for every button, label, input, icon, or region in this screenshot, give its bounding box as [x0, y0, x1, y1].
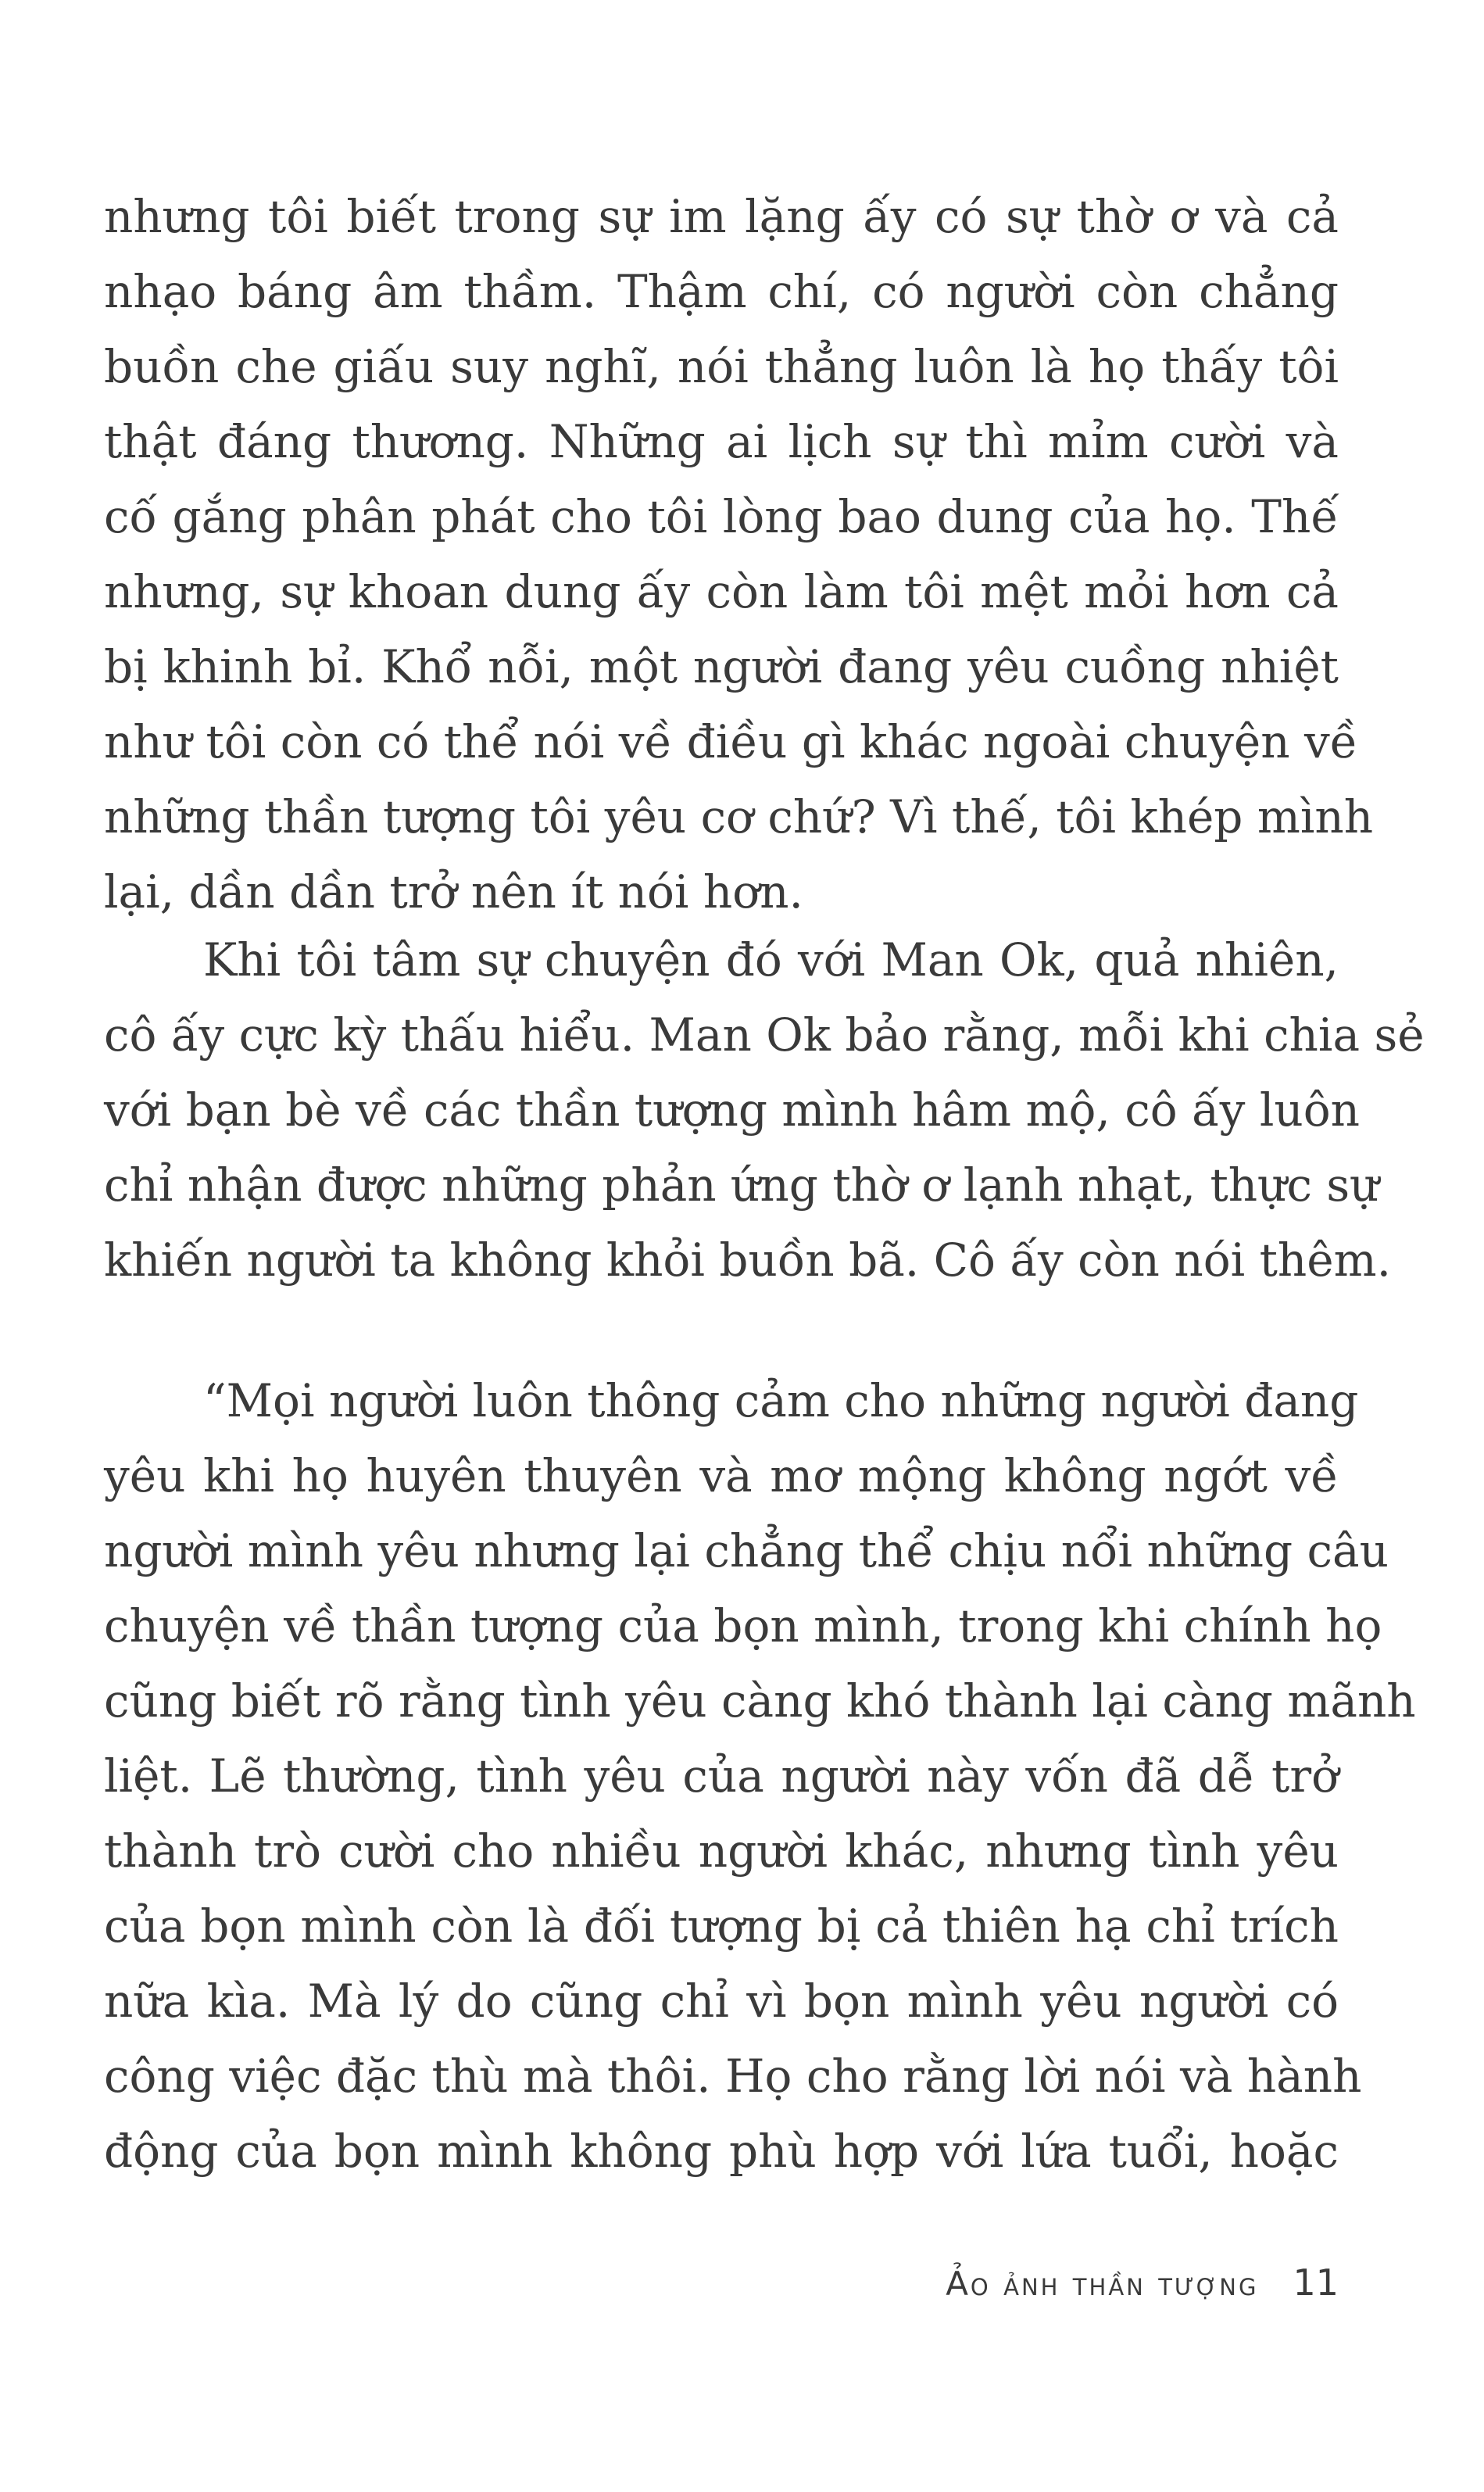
text-line: Khi tôi tâm sự chuyện đó với Man Ok, quả nhiên, [203, 933, 1339, 986]
text-line: nhưng tôi biết trong sự im lặng ấy có sự thờ ơ và cả [104, 190, 1339, 243]
paragraph-2 [104, 922, 1425, 1298]
text-line: nhạo báng âm thầm. Thậm chí, có người còn chẳng [104, 265, 1339, 318]
text-line: lại, dần dần trở nên ít nói hơn. [104, 865, 803, 918]
page-number: 11 [1293, 2261, 1339, 2304]
text-line: với bạn bè về các thần tượng mình hâm mộ, cô ấy luôn [104, 1083, 1361, 1137]
text-line: bị khinh bỉ. Khổ nỗi, một người đang yêu cuồng nhiệt [104, 640, 1339, 693]
text-line: cố gắng phân phát cho tôi lòng bao dung của họ. Thế [104, 490, 1339, 543]
text-line: của bọn mình còn là đối tượng bị cả thiên hạ chỉ trích [104, 1899, 1339, 1953]
text-line: người mình yêu nhưng lại chẳng thể chịu nổi những câu [104, 1524, 1389, 1577]
text-line: thật đáng thương. Những ai lịch sự thì mỉm cười và [104, 415, 1339, 468]
text-line: cô ấy cực kỳ thấu hiểu. Man Ok bảo rằng, mỗi khi chia sẻ [104, 1008, 1425, 1062]
text-line: khiến người ta không khỏi buồn bã. Cô ấy còn nói thêm. [104, 1233, 1392, 1287]
text-line: cũng biết rõ rằng tình yêu càng khó thành lại càng mãnh [104, 1674, 1416, 1728]
text-line: công việc đặc thù mà thôi. Họ cho rằng lời nói và hành [104, 2050, 1362, 2103]
text-line: nhưng, sự khoan dung ấy còn làm tôi mệt mỏi hơn cả [104, 565, 1339, 618]
text-line: liệt. Lẽ thường, tình yêu của người này vốn đã dễ trở [104, 1749, 1339, 1803]
text-line: như tôi còn có thể nói về điều gì khác ngoài chuyện về [104, 715, 1358, 768]
paragraph-3 [104, 1363, 1416, 2189]
paragraph-1 [104, 179, 1374, 929]
text-line: những thần tượng tôi yêu cơ chứ? Vì thế, tôi khép mình [104, 790, 1374, 843]
text-line: thành trò cười cho nhiều người khác, nhưng tình yêu [104, 1824, 1339, 1878]
text-line: yêu khi họ huyên thuyên và mơ mộng không ngớt về [104, 1449, 1339, 1502]
running-title: Ảo ảnh thần tượng [946, 2265, 1259, 2303]
page-footer [946, 2259, 1339, 2306]
text-line: chỉ nhận được những phản ứng thờ ơ lạnh nhạt, thực sự [104, 1158, 1379, 1212]
text-line: buồn che giấu suy nghĩ, nói thẳng luôn là họ thấy tôi [104, 340, 1339, 393]
text-line: chuyện về thần tượng của bọn mình, trong khi chính họ [104, 1599, 1382, 1652]
text-line: nữa kìa. Mà lý do cũng chỉ vì bọn mình yêu người có [104, 1975, 1339, 2028]
text-line: “Mọi người luôn thông cảm cho những người đang [203, 1374, 1359, 1427]
text-line: động của bọn mình không phù hợp với lứa tuổi, hoặc [104, 2125, 1339, 2178]
